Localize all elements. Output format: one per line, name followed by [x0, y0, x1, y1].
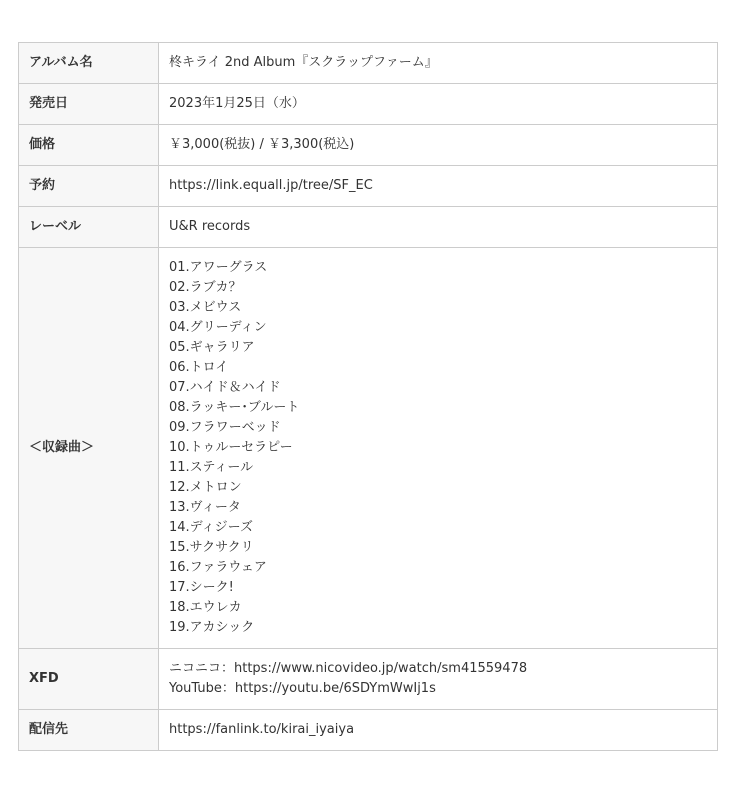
track-item: 19.アカシック — [169, 620, 255, 635]
table-row-xfd — [19, 649, 718, 710]
table-row-tracklist — [19, 248, 718, 649]
album-info-table — [18, 42, 718, 751]
album-name-value: 柊キライ 2nd Album『スクラップファーム』 — [159, 43, 718, 84]
distribution-link[interactable]: https://fanlink.to/kirai_iyaiya — [159, 710, 718, 751]
track-item: 10.トゥルーセラピー — [169, 440, 293, 455]
track-item: 06.トロイ — [169, 360, 229, 375]
xfd-youtube-link[interactable]: YouTube：https://youtu.be/6SDYmWwIj1s — [169, 681, 436, 696]
table-row-label — [19, 207, 718, 248]
xfd-label: XFD — [19, 649, 159, 710]
track-item: 16.ファラウェア — [169, 560, 267, 575]
track-item: 17.シーク! — [169, 580, 234, 595]
table-row-price — [19, 125, 718, 166]
xfd-value — [159, 649, 718, 710]
track-item: 14.ディジーズ — [169, 520, 253, 535]
price-value: ￥3,000(税抜) / ￥3,300(税込) — [159, 125, 718, 166]
track-item: 11.スティール — [169, 460, 254, 475]
track-item: 12.メトロン — [169, 480, 242, 495]
tracklist-value — [159, 248, 718, 649]
release-date-value: 2023年1月25日（水） — [159, 84, 718, 125]
distribution-label: 配信先 — [19, 710, 159, 751]
table-row-distribution — [19, 710, 718, 751]
track-item: 09.フラワーベッド — [169, 420, 281, 435]
album-name-label: アルバム名 — [19, 43, 159, 84]
table-row-release-date — [19, 84, 718, 125]
track-item: 15.サクサクリ — [169, 540, 254, 555]
track-item: 18.エウレカ — [169, 600, 242, 615]
tracklist-label: ＜収録曲＞ — [19, 248, 159, 649]
xfd-niconico-link[interactable]: ニコニコ：https://www.nicovideo.jp/watch/sm41559478 — [169, 661, 528, 676]
reservation-label: 予約 — [19, 166, 159, 207]
reservation-link[interactable]: https://link.equall.jp/tree/SF_EC — [159, 166, 718, 207]
track-item: 08.ラッキー･ブルート — [169, 400, 300, 415]
record-label-value: U&R records — [159, 207, 718, 248]
record-label-label: レーベル — [19, 207, 159, 248]
price-label: 価格 — [19, 125, 159, 166]
track-item: 02.ラブカ？ — [169, 280, 242, 295]
track-item: 13.ヴィータ — [169, 500, 241, 515]
release-date-label: 発売日 — [19, 84, 159, 125]
track-item: 05.ギャラリア — [169, 340, 255, 355]
table-row-reservation — [19, 166, 718, 207]
track-item: 04.グリーディン — [169, 320, 267, 335]
table-row-album-name — [19, 43, 718, 84]
track-item: 01.アワーグラス — [169, 260, 268, 275]
track-item: 03.メビウス — [169, 300, 242, 315]
track-item: 07.ハイド＆ハイド — [169, 380, 281, 395]
